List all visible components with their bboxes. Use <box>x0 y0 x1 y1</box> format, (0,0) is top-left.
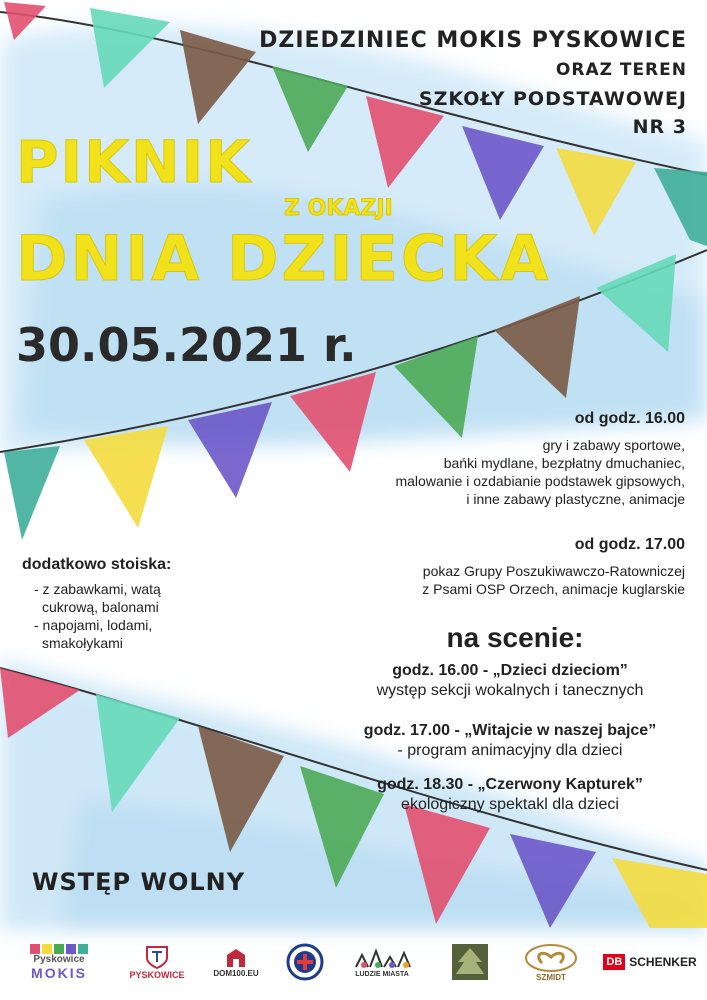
stage-item <box>320 722 700 760</box>
logo-db-schenker <box>602 940 698 984</box>
house-icon <box>225 947 247 969</box>
venue-line-4: NR 3 <box>632 116 687 138</box>
event-date: 30.05.2021 r. <box>16 318 357 372</box>
schedule-first-line: i inne zabawy plastyczne, animacje <box>466 491 685 507</box>
rescue-badge-icon <box>286 943 324 981</box>
logo-forestry <box>448 940 492 984</box>
pretzel-icon <box>524 943 578 973</box>
schedule-first-line: bańki mydlane, bezpłatny dmuchaniec, <box>443 455 685 471</box>
flag-yellow <box>84 426 168 528</box>
flag-teal <box>4 446 60 540</box>
schedule-second-line: pokaz Grupy Poszukiwawczo-Ratowniczej <box>422 563 685 579</box>
stalls-line: - napojami, lodami, <box>34 617 153 633</box>
schedule-first-line: malowanie i ozdabianie podstawek gipsowych, <box>395 473 685 489</box>
stage-item <box>320 662 700 700</box>
stage-heading: na scenie: <box>446 622 584 653</box>
stage-item <box>320 776 700 814</box>
title-piknik: PIKNIK <box>16 128 253 196</box>
logo-ludzie-text: LUDZIE MIASTA <box>355 970 409 978</box>
venue-line-3: SZKOŁY PODSTAWOWEJ <box>418 88 687 110</box>
stalls-block <box>22 556 171 652</box>
logo-dom100-text: DOM100.EU <box>213 968 259 978</box>
venue-line-1: DZIEDZINIEC MOKIS PYSKOWICE <box>259 28 687 53</box>
stage-item-title: godz. 18.30 - „Czerwony Kapturek” <box>377 776 643 793</box>
schedule-second-line: z Psami OSP Orzech, animacje kuglarskie <box>422 581 685 597</box>
entry-free: WSTĘP WOLNY <box>32 868 246 896</box>
city-people-icon <box>352 947 412 971</box>
schedule-first-time: od godz. 16.00 <box>574 410 685 427</box>
logo-szmidt-text: SZMIDT <box>536 972 566 982</box>
title-connector: Z OKAZJI <box>284 196 393 221</box>
logo-schenker-text: SCHENKER <box>629 955 697 969</box>
stage-item-desc: ekologiczny spektakl dla dzieci <box>401 796 619 813</box>
crest-icon <box>144 944 170 970</box>
logo-mokis <box>18 940 100 984</box>
schedule-first <box>285 408 685 508</box>
stalls-line: cukrową, balonami <box>42 599 159 615</box>
logo-rescue <box>282 940 328 984</box>
stage-item-desc: - program animacyjny dla dzieci <box>397 742 623 759</box>
venue-line-2: ORAZ TEREN <box>555 60 687 80</box>
schedule-second <box>285 534 685 598</box>
logo-pyskowice <box>128 940 186 984</box>
stage-item-title: godz. 16.00 - „Dzieci dzieciom” <box>392 662 628 679</box>
logo-db-mark: DB <box>603 954 625 970</box>
logo-mokis-top: Pyskowice <box>33 953 85 965</box>
schedule-second-time: od godz. 17.00 <box>574 536 685 553</box>
stage-item-title: godz. 17.00 - „Witajcie w naszej bajce” <box>363 722 657 739</box>
title-dnia-dziecka: DNIA DZIECKA <box>16 222 552 295</box>
logo-dom100 <box>206 940 266 984</box>
logo-mokis-text: MOKIS <box>31 964 87 981</box>
stalls-line: smakołykami <box>42 635 123 651</box>
stage-item-desc: występ sekcji wokalnych i tanecznych <box>376 682 644 699</box>
stalls-line: - z zabawkami, watą <box>34 581 161 597</box>
logo-ludzie-miasta <box>348 940 416 984</box>
logo-pyskowice-text: PYSKOWICE <box>129 970 185 980</box>
logo-szmidt <box>522 940 580 984</box>
schedule-first-line: gry i zabawy sportowe, <box>542 437 685 453</box>
forestry-badge-icon <box>450 942 490 982</box>
stalls-heading: dodatkowo stoiska: <box>22 556 172 573</box>
